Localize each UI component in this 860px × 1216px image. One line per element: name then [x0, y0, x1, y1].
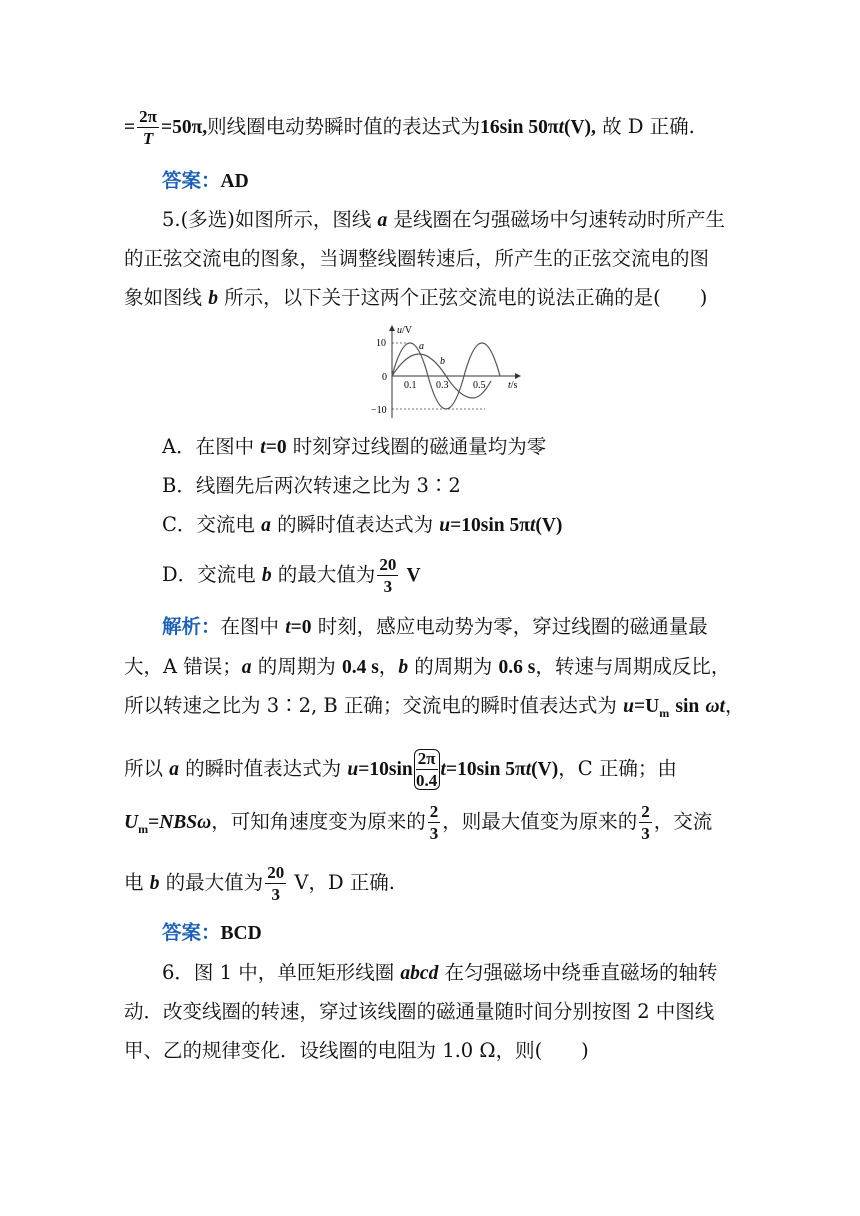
- solution-line-3: 所以转速之比为 3∶2, B 正确；交流电的瞬时值表达式为 $u=U_m$ sin ωt，: [124, 694, 745, 720]
- bracketed-fraction: $\frac{2\pi}{0.4}$: [414, 749, 440, 790]
- question-6-line-2: 动．改变线圈的转速，穿过该线圈的磁通量随时间分别按图 2 中图线: [124, 1000, 715, 1023]
- curve-label-b: b: [440, 356, 445, 367]
- question-5-line-2: 的正弦交流电的图象，当调整线圈转速后，所产生的正弦交流电的图: [124, 247, 710, 270]
- option-d: D．交流电 b 的最大值为 $\frac{20}{3}$ V: [162, 555, 421, 596]
- solution-line-1: 解析：在图中 t=0 时刻，感应电动势为零，穿过线圈的磁通量最: [162, 615, 708, 638]
- fraction-20-over-3: $\frac{20}{3}$: [379, 555, 397, 596]
- x-tick-0.5: 0.5: [473, 380, 486, 391]
- answer-5: 答案：BCD: [162, 921, 262, 944]
- fraction-2-over-3-b: $\frac{2}{3}$: [641, 802, 650, 843]
- ac-waveform-graph: [368, 318, 538, 420]
- y-tick-0: 0: [382, 372, 387, 383]
- svg-text:t/s: [508, 380, 518, 391]
- fraction-20-over-3-b: $\frac{20}{3}$: [267, 863, 285, 904]
- fraction-2-over-3-a: $\frac{2}{3}$: [429, 802, 439, 843]
- option-c: C．交流电 a 的瞬时值表达式为 u=10sin 5πt(V): [162, 513, 563, 536]
- svg-text:u/V: [397, 325, 413, 336]
- y-axis-label-unit: /V: [402, 325, 412, 336]
- question-5-line-3: 象如图线 b 所示，以下关于这两个正弦交流电的说法正确的是( ): [124, 286, 708, 309]
- x-tick-0.1: 0.1: [404, 380, 417, 391]
- question-6-line-3: 甲、乙的规律变化．设线圈的电阻为 1.0 Ω，则( ): [124, 1039, 589, 1062]
- option-b: B．线圈先后两次转速之比为 3∶2: [162, 474, 461, 497]
- solution-4-tail-line: = $\frac{2\pi}{T}$ =50π,则线圈电动势瞬时值的表达式为16sin 50πt(V), 故 D 正确.: [124, 107, 695, 148]
- solution-line-6: 电 b 的最大值为 $\frac{20}{3}$ V，D 正确.: [124, 863, 396, 904]
- y-tick-neg10: −10: [371, 405, 387, 416]
- y-tick-10: 10: [376, 338, 386, 349]
- option-a: A．在图中 t=0 时刻穿过线圈的磁通量均为零: [162, 435, 547, 458]
- answer-4: 答案：AD: [162, 169, 249, 192]
- solution-line-2: 大，A 错误；a 的周期为 0.4 s，b 的周期为 0.6 s，转速与周期成反比，: [124, 655, 731, 678]
- x-axis-label-unit: /s: [510, 380, 518, 391]
- solution-line-5: $U_m=NBS\omega$，可知角速度变为原来的 $\frac{2}{3}$ ，则最大值变为原来的 $\frac{2}{3}$ ，交流: [124, 802, 713, 843]
- y-axis-label-u: u: [397, 325, 402, 336]
- question-5-line-1: 5.(多选)如图所示，图线 a 是线圈在匀强磁场中匀速转动时所产生: [162, 208, 725, 231]
- solution-line-4: 所以 a 的瞬时值表达式为 u=10sin $\frac{2\pi}{0.4}$ t=10sin 5πt(V)，C 正确；由: [124, 749, 677, 790]
- x-tick-0.3: 0.3: [436, 380, 449, 391]
- x-axis-label-t: t: [508, 380, 511, 391]
- question-6-line-1: 6．图 1 中，单匝矩形线圈 abcd 在匀强磁场中绕垂直磁场的轴转: [162, 961, 718, 984]
- curve-label-a: a: [419, 341, 424, 352]
- fraction-2pi-over-T: $\frac{2\pi}{T}$: [139, 107, 157, 148]
